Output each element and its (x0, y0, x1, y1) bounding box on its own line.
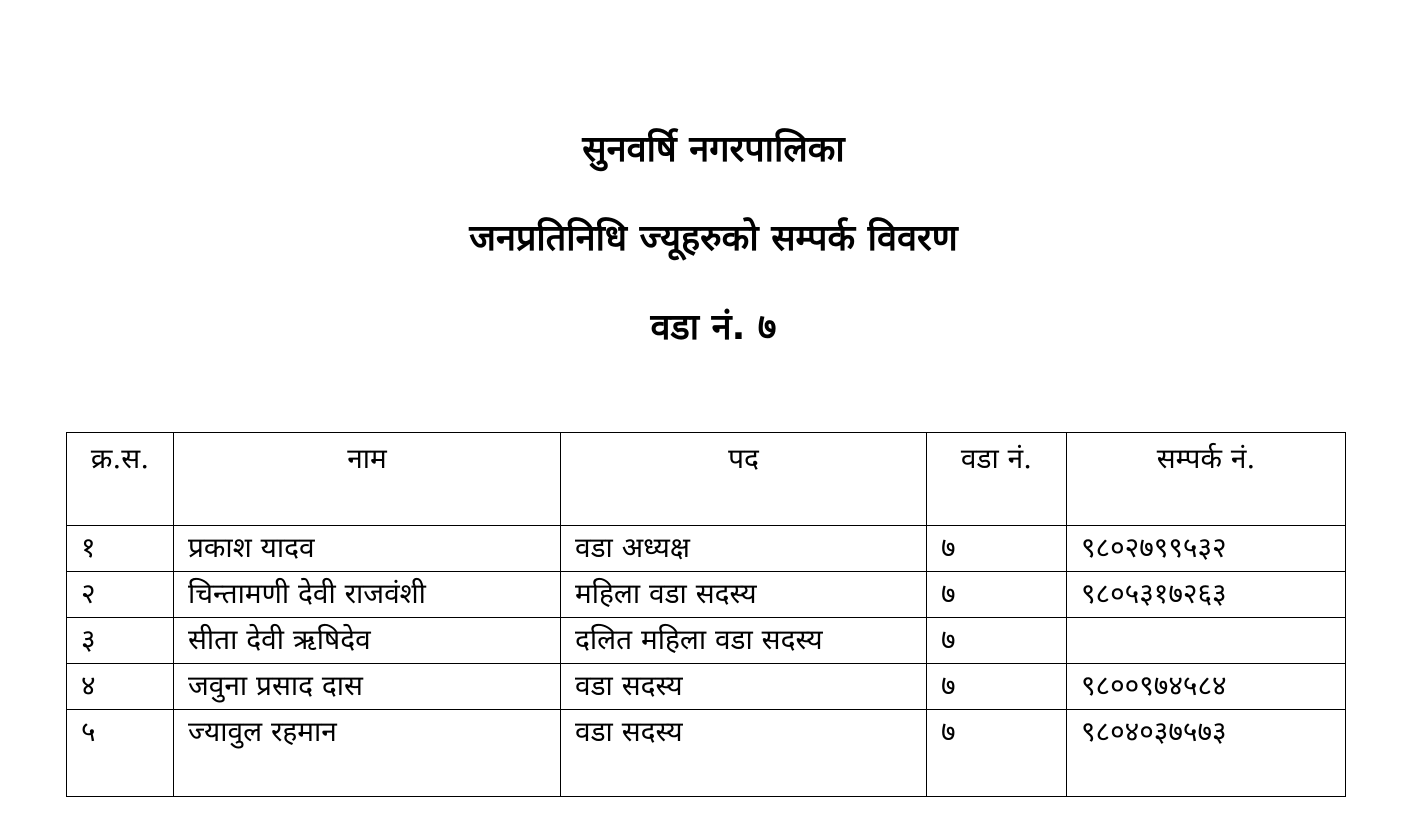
cell-contact: ९८०५३१७२६३ (1067, 572, 1346, 618)
cell-post: वडा सदस्य (561, 664, 927, 710)
column-header-name: नाम (174, 433, 561, 526)
cell-contact: ९८०२७९९५३२ (1067, 526, 1346, 572)
cell-serial: २ (67, 572, 174, 618)
table-row (67, 664, 1346, 710)
table-row (67, 572, 1346, 618)
cell-serial: १ (67, 526, 174, 572)
cell-ward: ७ (927, 710, 1067, 797)
table-row (67, 710, 1346, 797)
column-header-serial: क्र.स. (67, 433, 174, 526)
cell-serial: ४ (67, 664, 174, 710)
cell-contact: ९८०४०३७५७३ (1067, 710, 1346, 797)
cell-name: ज्यावुल रहमान (174, 710, 561, 797)
document-subtitle: जनप्रतिनिधि ज्यूहरुको सम्पर्क विवरण (469, 218, 958, 259)
cell-ward: ७ (927, 618, 1067, 664)
cell-contact: ९८००९७४५८४ (1067, 664, 1346, 710)
cell-post: महिला वडा सदस्य (561, 572, 927, 618)
cell-post: वडा अध्यक्ष (561, 526, 927, 572)
representatives-contact-table (66, 432, 1346, 797)
ward-heading: वडा नं. ७ (650, 307, 777, 348)
cell-ward: ७ (927, 526, 1067, 572)
column-header-ward: वडा नं. (927, 433, 1067, 526)
cell-serial: ३ (67, 618, 174, 664)
cell-name: प्रकाश यादव (174, 526, 561, 572)
cell-post: दलित महिला वडा सदस्य (561, 618, 927, 664)
cell-contact (1067, 618, 1346, 664)
table-row (67, 526, 1346, 572)
cell-serial: ५ (67, 710, 174, 797)
document-header (0, 128, 1427, 350)
cell-name: सीता देवी ऋषिदेव (174, 618, 561, 664)
cell-ward: ७ (927, 572, 1067, 618)
table-row (67, 618, 1346, 664)
cell-name: जवुना प्रसाद दास (174, 664, 561, 710)
table-header-row (67, 433, 1346, 526)
cell-name: चिन्तामणी देवी राजवंशी (174, 572, 561, 618)
column-header-post: पद (561, 433, 927, 526)
cell-ward: ७ (927, 664, 1067, 710)
cell-post: वडा सदस्य (561, 710, 927, 797)
column-header-contact: सम्पर्क नं. (1067, 433, 1346, 526)
municipality-title: सुनवर्षि नगरपालिका (582, 129, 845, 170)
